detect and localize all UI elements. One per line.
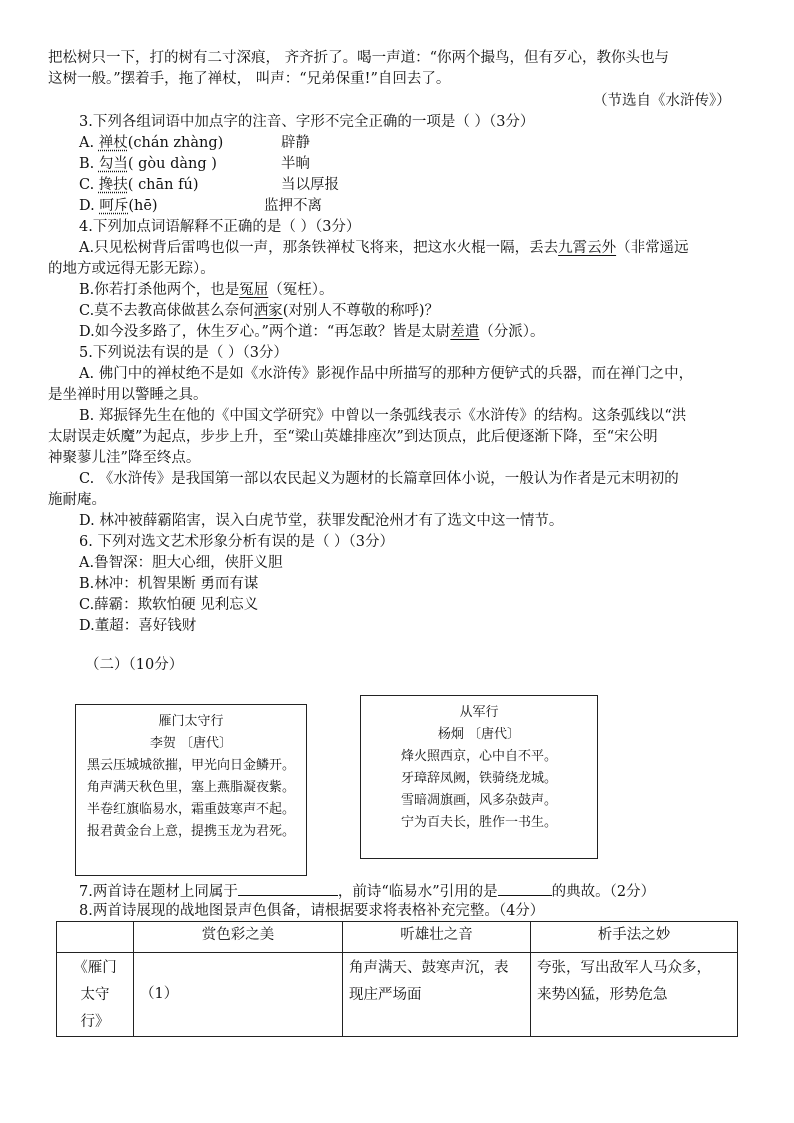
table-header-cell: 赏色彩之美 [134,922,343,953]
answer-table [56,921,738,1037]
poem-box-congjunxing [360,695,598,859]
row-title-line: 太守 [80,987,110,1003]
answer-blank-1[interactable] [238,880,338,896]
pinyin: ( chān fú) [127,177,199,193]
option-text: （非常遥远 [616,240,689,256]
answer-number: （1） [140,986,179,1002]
q7-text: 7.两首诗在题材上同属于 [79,884,238,900]
dotted-word: 禅杖 [98,135,128,151]
cell-line: 现庄严场面 [349,987,422,1003]
q3-option-c-word2: 当以厚报 [281,177,339,193]
poem-line: 烽火照西京，心中自不平。 [400,749,557,764]
q6-option-d: D.董超：喜好钱财 [79,618,197,634]
q6-stem: 6. 下列对选文艺术形象分析有误的是（ ）（3分） [79,534,395,550]
passage-line: 把松树只一下，打的树有二寸深痕， 齐齐折了。喝一声道：“你两个撮鸟，但有歹心，教你头也与 [48,50,670,66]
sound-cell [343,953,531,1037]
q5-option-a: A. 佛门中的禅杖绝不是如《水浒传》影视作品中所描写的那种方便铲式的兵器，而在禅门之中， [79,366,694,382]
poem-line: 牙璋辞凤阙，铁骑绕龙城。 [400,771,557,786]
pinyin: (hē) [128,198,158,214]
color-answer-cell[interactable] [134,953,343,1037]
poem-box-yanmen [75,704,307,876]
q5-option-b: B. 郑振铎先生在他的《中国文学研究》中曾以一条弧线表示《水浒传》的结构。这条弧线以“洪 [79,408,687,424]
underlined-word: 洒家 [253,303,283,319]
option-text: D.如今没多路了，休生歹心。”两个道：“再怎敢？皆是太尉 [79,324,451,340]
dotted-word: 呵斥 [99,198,129,214]
q3-option-a [79,133,223,153]
q3-option-d [79,196,158,216]
passage-line: 这树一般。”摆着手，拖了禅杖， 叫声：“兄弟保重!”自回去了。 [48,71,451,87]
q3-stem: 3.下列各组词语中加点字的注音、字形不完全正确的一项是（ ）（3分） [79,114,535,130]
q4-option-d [79,322,545,342]
q6-option-a: A.鲁智深：胆大心细，侠肝义胆 [79,555,283,571]
q5-stem: 5.下列说法有误的是（ ）（3分） [79,345,288,361]
poem-title: 雁门太守行 [158,714,224,729]
poem-title: 从军行 [459,705,499,720]
cell-line: 角声满天、鼓寒声沉，表 [349,960,509,976]
q7-stem [79,880,655,902]
q6-option-c: C.薛霸：欺软怕硬 见利忘义 [79,597,259,613]
q4-option-c [79,301,439,321]
option-label: D. [79,198,100,214]
q3-option-b-word2: 半晌 [281,156,310,172]
q4-option-b [79,280,334,300]
cell-line: 来势凶猛，形势危急 [537,987,668,1003]
option-text: B.你若打杀他两个，也是 [79,282,240,298]
cell-line: 夸张，写出敌军人马众多， [537,960,711,976]
option-text: （冤枉）。 [268,282,334,298]
table-header-cell [57,922,134,953]
q3-option-d-word2: 监押不离 [264,198,322,214]
q5-option-b-cont: 太尉误走妖魔”为起点，步步上升，至“梁山英雄排座次”到达顶点，此后便逐渐下降，至“宋公明 [48,429,658,445]
dotted-word: 搀扶 [98,177,128,193]
table-header-cell: 析手法之妙 [531,922,738,953]
dotted-word: 勾当 [98,156,128,172]
row-title-line: 《雁门 [73,960,117,976]
q5-option-c-cont: 施耐庵。 [48,492,106,508]
q8-stem: 8.两首诗展现的战地图景声色俱备，请根据要求将表格补充完整。（4分） [79,903,545,919]
q5-option-a-cont: 是坐禅时用以警睡之具。 [48,387,208,403]
q3-option-a-word2: 辟静 [281,135,310,151]
poem-line: 黑云压城城欲摧，甲光向日金鳞开。 [86,758,295,773]
q5-option-c: C. 《水浒传》是我国第一部以农民起义为题材的长篇章回体小说，一般认为作者是元末明初的 [79,471,679,487]
q7-text: 的典故。（2分） [551,884,656,900]
option-text: （分派）。 [479,324,545,340]
q6-option-b: B.林冲：机智果断 勇而有谋 [79,576,259,592]
table-header-row [57,922,738,953]
poem-line: 报君黄金台上意，提携玉龙为君死。 [86,824,295,839]
table-header-cell: 听雄壮之音 [343,922,531,953]
option-text: (对别人不尊敬的称呼)？ [282,303,440,319]
row-title-line: 行》 [80,1014,110,1030]
q3-option-b [79,154,217,174]
poem-author: 李贺 〔唐代〕 [149,736,233,751]
q5-option-b-cont: 神聚蓼儿洼”降至终点。 [48,450,201,466]
underlined-word: 冤屈 [239,282,269,298]
pinyin: (chán zhàng) [127,135,224,151]
q4-stem: 4.下列加点词语解释不正确的是（ ）（3分） [79,219,361,235]
q4-option-a-cont: 的地方或远得无影无踪）。 [48,261,215,277]
poem-line: 角声满天秋色里，塞上燕脂凝夜紫。 [86,780,295,795]
poem-line: 宁为百夫长，胜作一书生。 [400,815,557,830]
poem-line: 半卷红旗临易水，霜重鼓寒声不起。 [86,802,295,817]
poem-author: 杨炯 〔唐代〕 [437,727,521,742]
poem-line: 雪暗凋旗画，风多杂鼓声。 [400,793,557,808]
option-text: A.只见松树背后雷鸣也似一声，那条铁禅杖飞将来，把这水火棍一隔，丢去 [79,240,559,256]
option-label: B. [79,156,99,172]
row-title-cell [57,953,134,1037]
option-label: C. [79,177,99,193]
section-heading: （二）（10分） [85,657,184,673]
underlined-word: 九霄云外 [558,240,617,256]
passage-source: （节选自《水浒传》） [593,93,731,109]
answer-blank-2[interactable] [498,880,552,896]
pinyin: ( gòu dàng ) [127,156,217,172]
technique-cell [531,953,738,1037]
q4-option-a [79,238,689,258]
table-row [57,953,738,1037]
option-text: C.莫不去教高俅做甚么奈何 [79,303,254,319]
option-label: A. [79,135,99,151]
q5-option-d: D. 林冲被薛霸陷害，误入白虎节堂，获罪发配沧州才有了选文中这一情节。 [79,513,564,529]
q7-text: ，前诗“临易水”引用的是 [337,884,498,900]
underlined-word: 差遣 [450,324,480,340]
q3-option-c [79,175,198,195]
